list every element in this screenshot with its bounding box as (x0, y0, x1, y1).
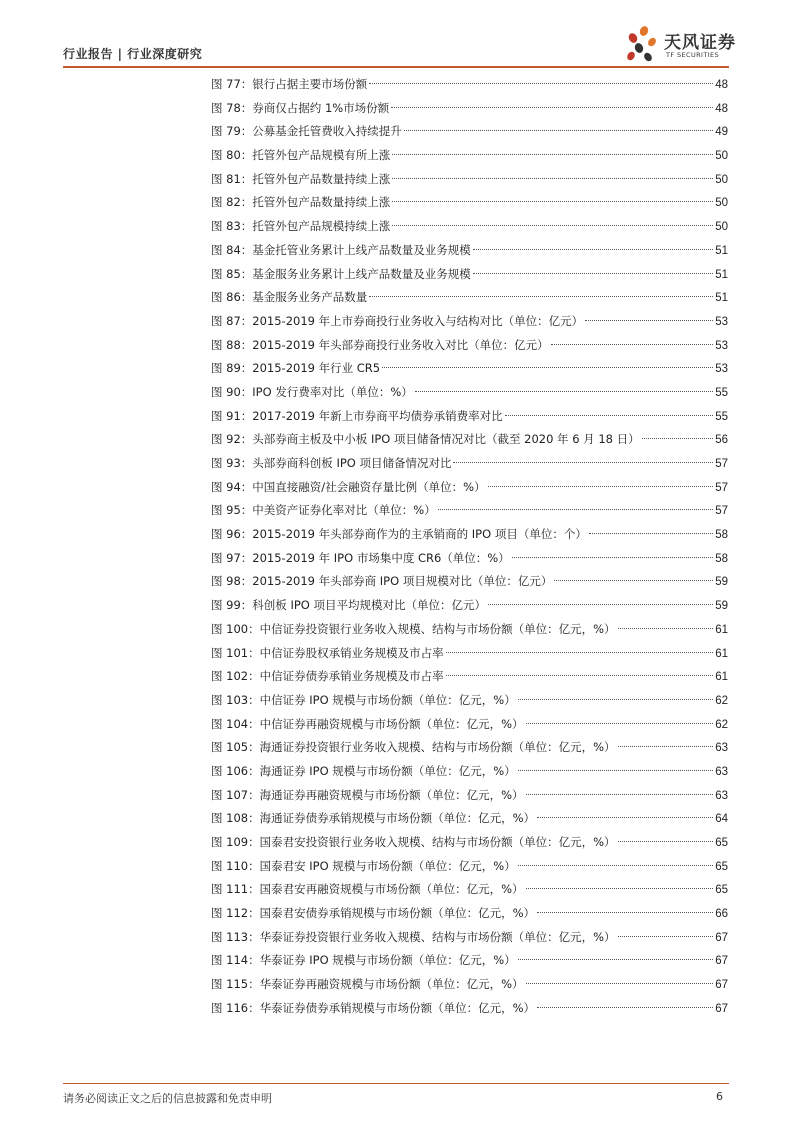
toc-dot-leader (618, 841, 714, 842)
toc-entry-page: 66 (715, 908, 728, 921)
page-header-title: 行业报告 | 行业深度研究 (63, 47, 203, 61)
toc-entry-page: 65 (715, 837, 728, 849)
toc-entry-label: 图 86：基金服务业务产品数量 (211, 290, 368, 305)
toc-entry[interactable] (211, 286, 728, 310)
toc-entry[interactable] (211, 642, 728, 666)
toc-entry-page: 63 (715, 765, 728, 778)
toc-entry-page: 51 (715, 268, 728, 281)
toc-dot-leader (473, 249, 713, 250)
toc-entry[interactable] (211, 760, 728, 784)
toc-entry-label: 图 88：2015-2019 年头部券商投行业务收入对比（单位：亿元） (211, 337, 549, 352)
toc-entry-label: 图 97：2015-2019 年 IPO 市场集中度 CR6（单位：%） (211, 550, 510, 565)
toc-entry[interactable] (211, 618, 728, 642)
toc-entry-page: 62 (715, 718, 728, 731)
toc-dot-leader (518, 699, 713, 700)
toc-entry-page: 59 (715, 600, 728, 613)
toc-entry[interactable] (211, 191, 728, 215)
toc-dot-leader (392, 201, 713, 202)
toc-entry[interactable] (211, 144, 728, 168)
toc-entry[interactable] (211, 949, 728, 973)
toc-dot-leader (537, 817, 713, 818)
toc-entry-label: 图 91：2017-2019 年新上市券商平均债券承销费率对比 (211, 408, 503, 423)
toc-dot-leader (518, 770, 713, 771)
toc-entry-page: 53 (715, 339, 728, 352)
toc-entry[interactable] (211, 499, 728, 523)
toc-entry-label: 图 109：国泰君安投资银行业务收入规模、结构与市场份额（单位：亿元，%） (211, 835, 616, 849)
toc-entry[interactable] (211, 381, 728, 405)
toc-dot-leader (438, 509, 713, 510)
toc-entry-label: 图 102：中信证券债券承销业务规模及市占率 (211, 669, 444, 684)
toc-entry-label: 图 113：华泰证券投资银行业务收入规模、结构与市场份额（单位：亿元，%） (211, 929, 616, 944)
toc-entry[interactable] (211, 784, 728, 808)
toc-entry[interactable] (211, 120, 728, 144)
toc-entry-page: 67 (715, 1002, 728, 1015)
toc-dot-leader (618, 936, 714, 937)
header-divider (63, 66, 729, 68)
toc-dot-leader (369, 296, 713, 297)
toc-entry[interactable] (211, 428, 728, 452)
toc-dot-leader (391, 107, 713, 108)
toc-entry-label: 图 89：2015-2019 年行业 CR5 (211, 361, 381, 376)
toc-dot-leader (537, 1007, 713, 1008)
toc-entry-label: 图 104：中信证券再融资规模与市场份额（单位：亿元，%） (211, 716, 524, 731)
toc-entry[interactable] (211, 452, 728, 476)
toc-entry-page: 50 (715, 221, 728, 234)
toc-dot-leader (589, 533, 713, 534)
toc-entry[interactable] (211, 73, 728, 97)
toc-entry-label: 图 107：海通证券再融资规模与市场份额（单位：亿元，%） (211, 787, 524, 802)
toc-entry[interactable] (211, 926, 728, 950)
toc-entry-page: 48 (715, 79, 728, 91)
toc-dot-leader (554, 580, 713, 581)
toc-dot-leader (505, 415, 714, 416)
toc-entry-page: 64 (715, 813, 728, 826)
toc-dot-leader (415, 391, 713, 392)
toc-entry[interactable] (211, 594, 728, 618)
toc-dot-leader (488, 604, 713, 605)
toc-entry-page: 57 (715, 481, 728, 494)
toc-dot-leader (518, 959, 713, 960)
toc-entry-page: 50 (715, 173, 728, 186)
toc-entry-page: 53 (715, 315, 728, 328)
figure-index-list (211, 73, 728, 1021)
logo-mark-icon (622, 24, 662, 64)
toc-dot-leader (488, 486, 714, 487)
toc-entry[interactable] (211, 713, 728, 737)
toc-entry[interactable] (211, 570, 728, 594)
toc-entry-label: 图 110：国泰君安 IPO 规模与市场份额（单位：亿元，%） (211, 858, 516, 873)
toc-entry-label: 图 79：公募基金托管费收入持续提升 (211, 124, 402, 139)
toc-entry[interactable] (211, 263, 728, 287)
toc-entry-page: 55 (715, 386, 728, 399)
toc-entry-label: 图 93：头部券商科创板 IPO 项目储备情况对比 (211, 456, 452, 470)
toc-entry-label: 图 106：海通证券 IPO 规模与市场份额（单位：亿元，%） (211, 763, 516, 778)
toc-entry[interactable] (211, 476, 728, 500)
toc-entry-label: 图 87：2015-2019 年上市券商投行业务收入与结构对比（单位：亿元） (211, 313, 584, 328)
toc-entry-label: 图 112：国泰君安债券承销规模与市场份额（单位：亿元，%） (211, 906, 536, 921)
toc-dot-leader (446, 652, 714, 653)
toc-entry-label: 图 114：华泰证券 IPO 规模与市场份额（单位：亿元，%） (211, 953, 516, 968)
toc-dot-leader (526, 983, 714, 984)
toc-entry-label: 图 96：2015-2019 年头部券商作为的主承销商的 IPO 项目（单位：个） (211, 527, 587, 542)
toc-entry-page: 48 (715, 102, 728, 115)
toc-entry[interactable] (211, 97, 728, 121)
toc-entry-page: 57 (715, 505, 728, 518)
toc-entry-label: 图 80：托管外包产品规模有所上涨 (211, 148, 391, 163)
toc-entry[interactable] (211, 168, 728, 192)
toc-dot-leader (618, 746, 714, 747)
toc-entry[interactable] (211, 239, 728, 263)
footer-disclaimer: 请务必阅读正文之后的信息披露和免责申明 (63, 1092, 272, 1105)
toc-entry[interactable] (211, 807, 728, 831)
toc-dot-leader (526, 794, 714, 795)
toc-entry-label: 图 103：中信证券 IPO 规模与市场份额（单位：亿元，%） (211, 692, 516, 707)
toc-entry[interactable] (211, 736, 728, 760)
toc-entry-page: 53 (715, 363, 728, 376)
toc-entry[interactable] (211, 334, 728, 358)
toc-entry-page: 63 (715, 742, 728, 755)
toc-entry-label: 图 105：海通证券投资银行业务收入规模、结构与市场份额（单位：亿元，%） (211, 740, 616, 755)
toc-entry[interactable] (211, 831, 728, 855)
toc-entry-label: 图 111：国泰君安再融资规模与市场份额（单位：亿元，%） (211, 882, 524, 897)
toc-entry-page: 62 (715, 694, 728, 707)
toc-entry-page: 50 (715, 150, 728, 163)
toc-entry-page: 55 (715, 410, 728, 423)
toc-dot-leader (404, 130, 713, 131)
toc-dot-leader (392, 178, 713, 179)
toc-entry-page: 49 (715, 126, 728, 139)
toc-entry-page: 61 (715, 647, 728, 660)
toc-entry[interactable] (211, 215, 728, 239)
toc-entry[interactable] (211, 310, 728, 334)
toc-entry-label: 图 100：中信证券投资银行业务收入规模、结构与市场份额（单位：亿元，%） (211, 621, 616, 636)
logo-chinese-name: 天风证券 (664, 33, 736, 53)
company-logo (622, 24, 734, 64)
toc-dot-leader (526, 723, 714, 724)
toc-entry[interactable] (211, 973, 728, 997)
toc-entry-label: 图 92：头部券商主板及中小板 IPO 项目储备情况对比（截至 2020 年 6 月 18 日） (211, 432, 640, 447)
toc-entry-page: 67 (715, 979, 728, 992)
toc-dot-leader (392, 225, 713, 226)
logo-english-name: TF SECURITIES (666, 51, 720, 59)
toc-entry[interactable] (211, 405, 728, 429)
toc-entry[interactable] (211, 665, 728, 689)
toc-entry-page: 57 (715, 458, 728, 470)
toc-dot-leader (618, 628, 714, 629)
toc-entry-page: 51 (715, 292, 728, 305)
toc-entry-page: 56 (715, 434, 728, 447)
toc-entry[interactable] (211, 547, 728, 571)
toc-entry-label: 图 83：托管外包产品规模持续上涨 (211, 219, 391, 234)
toc-dot-leader (453, 462, 713, 463)
toc-dot-leader (526, 888, 714, 889)
toc-entry[interactable] (211, 523, 728, 547)
toc-dot-leader (537, 912, 713, 913)
toc-entry-label: 图 90：IPO 发行费率对比（单位：%） (211, 384, 413, 399)
toc-dot-leader (642, 438, 714, 439)
toc-entry-page: 65 (715, 860, 728, 873)
toc-entry[interactable] (211, 902, 728, 926)
toc-dot-leader (382, 367, 713, 368)
toc-entry-page: 67 (715, 955, 728, 968)
toc-dot-leader (446, 675, 714, 676)
toc-entry-page: 61 (715, 671, 728, 684)
toc-dot-leader (551, 344, 714, 345)
toc-dot-leader (392, 154, 713, 155)
toc-entry-label: 图 108：海通证券债券承销规模与市场份额（单位：亿元，%） (211, 811, 536, 826)
toc-entry-page: 50 (715, 197, 728, 210)
toc-entry-label: 图 116：华泰证券债券承销规模与市场份额（单位：亿元，%） (211, 1000, 536, 1015)
toc-entry-page: 61 (715, 623, 728, 636)
toc-dot-leader (518, 865, 713, 866)
footer-page-number: 6 (716, 1090, 723, 1103)
toc-entry-label: 图 95：中美资产证券化率对比（单位：%） (211, 503, 436, 518)
footer-divider (63, 1083, 729, 1084)
toc-entry-page: 67 (715, 931, 728, 944)
toc-entry-page: 51 (715, 244, 728, 257)
toc-entry-page: 59 (715, 576, 728, 589)
toc-entry-label: 图 84：基金托管业务累计上线产品数量及业务规模 (211, 242, 471, 257)
toc-entry[interactable] (211, 855, 728, 879)
toc-entry-label: 图 82：托管外包产品数量持续上涨 (211, 195, 391, 210)
toc-dot-leader (473, 273, 713, 274)
toc-entry[interactable] (211, 997, 728, 1021)
toc-entry-label: 图 94：中国直接融资/社会融资存量比例（单位：%） (211, 479, 486, 494)
toc-entry-label: 图 98：2015-2019 年头部券商 IPO 项目规模对比（单位：亿元） (211, 574, 553, 589)
toc-entry-page: 58 (715, 529, 728, 542)
toc-entry[interactable] (211, 878, 728, 902)
toc-dot-leader (512, 557, 713, 558)
toc-entry-label: 图 85：基金服务业务累计上线产品数量及业务规模 (211, 266, 471, 281)
toc-entry-label: 图 101：中信证券股权承销业务规模及市占率 (211, 645, 444, 660)
toc-entry-page: 58 (715, 552, 728, 565)
toc-dot-leader (369, 83, 713, 84)
toc-entry-label: 图 99：科创板 IPO 项目平均规模对比（单位：亿元） (211, 598, 486, 613)
toc-entry-page: 63 (715, 789, 728, 802)
toc-entry-label: 图 81：托管外包产品数量持续上涨 (211, 171, 391, 186)
toc-entry-page: 65 (715, 884, 728, 897)
toc-entry-label: 图 77：银行占据主要市场份额 (211, 77, 368, 91)
toc-entry[interactable] (211, 689, 728, 713)
toc-dot-leader (585, 320, 713, 321)
toc-entry-label: 图 115：华泰证券再融资规模与市场份额（单位：亿元，%） (211, 977, 524, 992)
toc-entry-label: 图 78：券商仅占据约 1%市场份额 (211, 100, 390, 115)
toc-entry[interactable] (211, 357, 728, 381)
